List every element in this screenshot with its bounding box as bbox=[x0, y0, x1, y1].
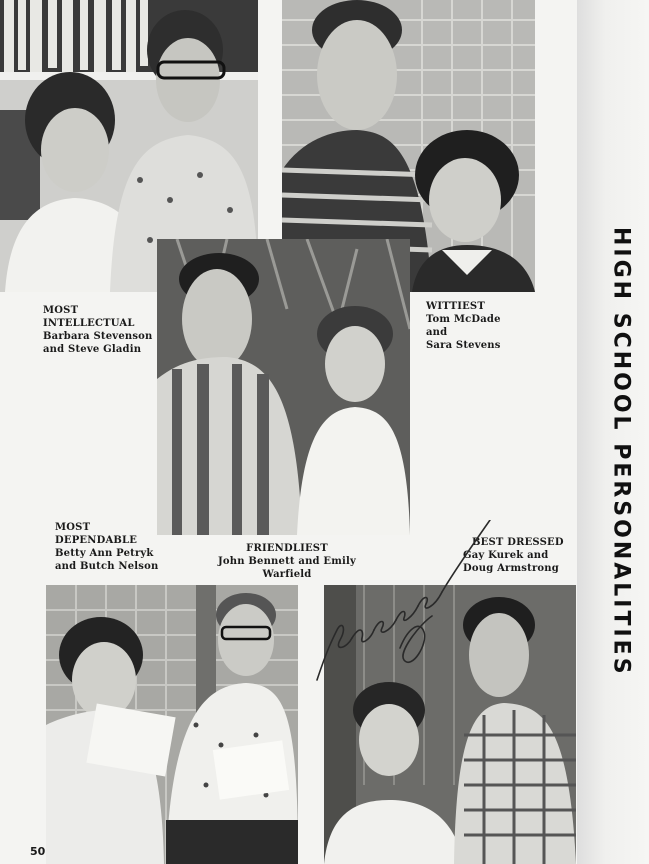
award-title: DEPENDABLE bbox=[55, 535, 138, 546]
award-names: Doug Armstrong bbox=[463, 563, 559, 574]
page-heading bbox=[604, 172, 638, 732]
page-number: 50 bbox=[30, 845, 46, 858]
award-title: INTELLECTUAL bbox=[43, 318, 135, 329]
award-names: and Steve Gladin bbox=[43, 344, 142, 355]
award-names: and bbox=[426, 327, 448, 338]
photo-best-dressed bbox=[324, 585, 576, 864]
award-names: Gay Kurek and bbox=[463, 550, 549, 561]
award-title: BEST DRESSED bbox=[472, 537, 564, 548]
caption-most-dependable bbox=[55, 521, 158, 573]
award-names: Sara Stevens bbox=[426, 340, 501, 351]
caption-friendliest bbox=[198, 542, 376, 581]
caption-wittiest bbox=[426, 300, 501, 352]
award-names: Betty Ann Petryk bbox=[55, 548, 154, 559]
award-names: and Butch Nelson bbox=[55, 561, 159, 572]
photo-friendliest bbox=[157, 239, 410, 535]
award-title: MOST bbox=[43, 305, 79, 316]
award-title: FRIENDLIEST bbox=[246, 543, 328, 554]
award-names: John Bennett and Emily Warfield bbox=[217, 556, 357, 580]
award-title: WITTIEST bbox=[426, 301, 485, 312]
caption-best-dressed bbox=[463, 536, 564, 575]
photo-most-dependable bbox=[46, 585, 298, 864]
award-names: Barbara Stevenson bbox=[43, 331, 153, 342]
caption-most-intellectual bbox=[43, 304, 153, 356]
award-title: MOST bbox=[55, 522, 91, 533]
page-heading-text: HIGH SCHOOL PERSONALITIES bbox=[608, 227, 634, 677]
award-names: Tom McDade bbox=[426, 314, 501, 325]
